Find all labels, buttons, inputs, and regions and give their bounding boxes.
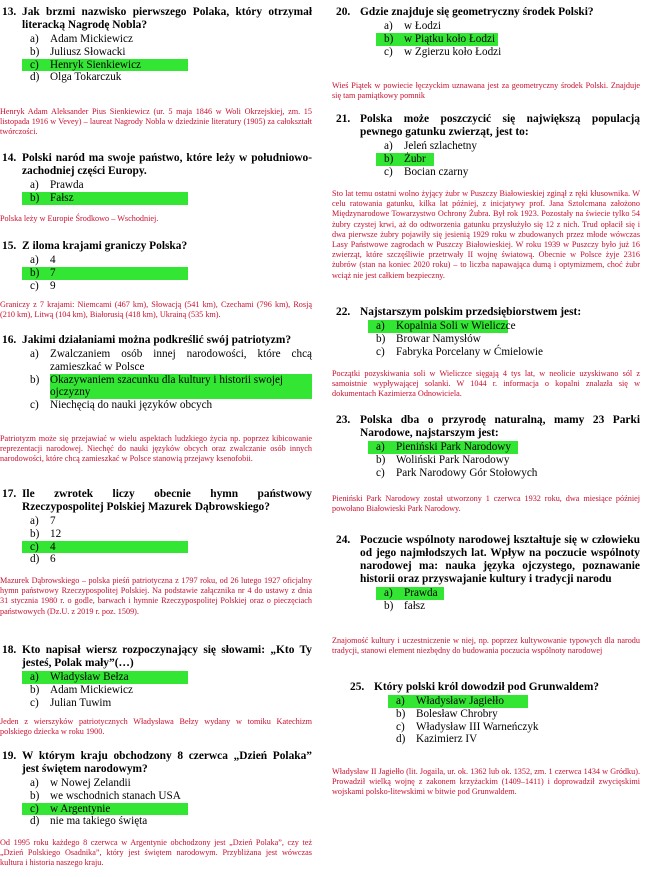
question-15 [0, 240, 312, 292]
option[interactable]: c) Park Narodowy Gór Stołowych [376, 466, 538, 479]
question-number: 13. [2, 6, 17, 18]
question-22 [332, 306, 640, 358]
option[interactable]: a) w Łodzi [384, 20, 441, 32]
option[interactable]: c) Fabryka Porcelany w Ćmielowie [376, 345, 543, 358]
option[interactable]: d) nie ma takiego święta [30, 815, 148, 828]
question-25 [332, 681, 640, 746]
options-list [0, 777, 312, 828]
options-list [332, 695, 640, 746]
option-correct[interactable]: c) Henryk Sienkiewicz [22, 59, 188, 72]
options-list [0, 515, 312, 566]
question-title [0, 6, 312, 32]
option[interactable]: b) Woliński Park Narodowy [376, 453, 510, 466]
option-correct[interactable]: b) Fałsz [22, 192, 188, 205]
question-title: 19. W którym kraju obchodzony 8 czerwca „Dzień Polaka” jest świętem narodowym? [2, 750, 312, 775]
question-16 [0, 334, 312, 412]
question-19 [0, 750, 312, 828]
option[interactable]: d) Kazimierz IV [396, 733, 478, 746]
options-list [332, 320, 640, 358]
answer-note: Jeden z wierszyków patriotycznych Władysława Bełzy wydany w tomiku Katechizm polskiego dziecka w roku 1900. [0, 717, 312, 737]
answer-note: Początki pozyskiwania soli w Wieliczce sięgają 4 tys lat, w neolicie uzyskiwano sól z samoistnie wypływającej solanki. W 1044 r. informacja o kopalni znalazła się w dokumentach Kazimierza Odnowiciela. [332, 369, 640, 399]
question-title: 18. Kto napisał wiersz rozpoczynający się słowami: „Kto Ty jesteś, Polak mały”(…) [2, 644, 312, 669]
option-correct[interactable]: a) Władysław Jagiełło [388, 695, 528, 708]
answer-note: Graniczy z 7 krajami: Niemcami (467 km), Słowacją (541 km), Czechami (796 km), Rosją (210 km), Litwą (104 km), Białorusią (418 km), Ukrainą (535 km). [0, 300, 312, 320]
answer-note: Patriotyzm może się przejawiać w wielu aspektach ludzkiego życia np. poprzez kibicowanie reprezentacji narodowej. Niechęć do nauki języków obcych oraz zwalczanie osób innych narodowości, które chcą zamieszkać w Polsce stanowią przejawy ksenofobii. [0, 434, 312, 464]
option-correct[interactable]: a) Prawda [376, 587, 444, 600]
options-list [0, 254, 312, 292]
question-title: 23. Polska dba o przyrodę naturalną, mamy 23 Parki Narodowe, najstarszym jest: [336, 414, 640, 439]
options-list [332, 587, 640, 613]
question-title: 15. Z iloma krajami graniczy Polska? [2, 240, 188, 252]
option[interactable]: c) Niechęcią do nauki języków obcych [30, 399, 213, 412]
question-title: 24. Poczucie wspólnoty narodowej kształtuje się w człowieku od jego najmłodszych lat. Wpływ na poczucie wspólnoty narodowej ma: nauka języka ojczystego, poznawanie historii oraz przyswajanie kultury i tradycji narodu [336, 534, 640, 585]
option[interactable]: c) w Zgierzu koło Łodzi [384, 45, 502, 58]
question-23 [332, 414, 640, 479]
option[interactable]: a) Prawda [30, 179, 84, 191]
question-title: 20. Gdzie znajduje się geometryczny środek Polski? [336, 6, 594, 18]
question-17 [0, 488, 312, 566]
question-18 [0, 644, 312, 709]
option[interactable]: b) we wschodnich stanach USA [30, 789, 181, 802]
answer-note: Mazurek Dąbrowskiego – polska pieśń patriotyczna z 1797 roku, od 26 lutego 1927 oficjalny hymn państwowy Rzeczypospolitej Polskiej. Na podstawie załącznika nr 4 do ustawy z dnia 31 stycznia 1980 r. o godle, barwach i hymnie Rzeczypospolitej Polskiej oraz o pieczęciach państwowych (Dz.U. z 2019 r. poz. 1509). [0, 576, 312, 616]
question-title: 14. Polski naród ma swoje państwo, które leży w południowo-zachodniej części Europy. [2, 152, 312, 177]
options-list [0, 179, 312, 205]
options-list [332, 20, 640, 58]
question-title: 25. Który polski król dowodził pod Grunwaldem? [350, 681, 599, 693]
option[interactable]: a) 4 [30, 254, 56, 266]
option-correct[interactable]: a) Kopalnia Soli w Wieliczce [368, 320, 508, 333]
question-24 [332, 534, 640, 613]
question-title: 21. Polska może poszczycić się największą populacją pewnego gatunku zwierząt, jest to: [336, 113, 640, 138]
option-correct[interactable]: b) w Piątku koło Łodzi [376, 33, 498, 46]
option[interactable]: c) 9 [30, 279, 56, 292]
option-correct[interactable]: a) Władysław Bełza [22, 671, 188, 684]
option-correct[interactable]: c) w Argentynie [22, 803, 188, 816]
option[interactable]: b) Browar Namysłów [376, 332, 481, 345]
answer-note: Polska leży w Europie Środkowo – Wschodniej. [0, 214, 159, 223]
option[interactable]: c) Bocian czarny [384, 165, 469, 178]
option[interactable]: a) Jeleń szlachetny [384, 140, 477, 152]
question-title: 22. Najstarszym polskim przedsiębiorstwem jest: [336, 306, 582, 318]
question-title: 16. Jakimi działaniami można podkreślić swój patriotyzm? [2, 334, 292, 346]
option[interactable]: d) Olga Tokarczuk [30, 71, 122, 84]
option[interactable]: b) Adam Mickiewicz [30, 683, 133, 696]
answer-note: Pieniński Park Narodowy został utworzony 1 czerwca 1932 roku, dwa miesiące później powołano Białowieski Park Narodowy. [332, 494, 640, 514]
question-13 [0, 6, 312, 84]
options-list [0, 671, 312, 709]
options-list [0, 33, 312, 84]
options-list [332, 441, 640, 479]
answer-note: Sto lat temu ostatni wolno żyjący żubr w Puszczy Białowieskiej zginął z ręki kłusownika. W celu ratowania gatunku, kilka lat później, z inicjatywy prof. Jana Sztolcmana założono Międzynarodowe Towarzystwo Ochrony Żubra. Był rok 1923. Pozostały na świecie tylko 54 żubry czystej krwi, aż do odtworzenia gatunku przysłużyło się 12 z nich. Trud opłacił się i dwa pierwsze żubry pojawiły się jesienią 1929 roku w zbudowanych przez młode wówczas Lasy Państwowe zagrodach w Puszczy Białowieskiej. W roku 1939 w Puszczy było już 16 zwierząt, które szczęśliwie przetrwały II wojnę światową. Obecnie w Polsce żyje 2316 żubrów (stan na koniec 2020 roku) – to liczba napawająca dumą i optymizmem, choć żubr wciąż nie jest całkiem bezpieczny. [332, 189, 640, 280]
option[interactable]: b) Bolesław Chrobry [396, 707, 498, 720]
question-title: 17. Ile zwrotek liczy obecnie hymn państwowy Rzeczypospolitej Polskiej Mazurek Dąbrowskiego? [2, 488, 312, 513]
question-14 [0, 152, 312, 205]
option-correct[interactable]: b) Okazywaniem szacunku dla kultury i historii swojej ojczyzny [0, 374, 312, 400]
question-21 [332, 113, 640, 178]
option-correct[interactable]: a) Pieniński Park Narodowy [368, 441, 518, 454]
option-correct[interactable]: b) Żubr [376, 153, 434, 166]
option-correct[interactable]: c) 4 [22, 541, 188, 554]
option[interactable]: b) fałsz [384, 599, 426, 612]
answer-note: Władysław II Jagiełło (lit. Jogaila, ur. ok. 1362 lub ok. 1352, zm. 1 czerwca 1434 w Gródku). Prowadził wielką wojnę z zakonem krzyżackim (1409–1411) i doprowadził zwycięskimi wojskami polsko-litewskimi w bitwie pod Grunwaldem. [332, 767, 640, 797]
option[interactable]: a) w Nowej Zelandii [30, 777, 131, 789]
question-20 [332, 6, 640, 58]
options-list [332, 140, 640, 178]
options-list [0, 348, 312, 412]
option-correct[interactable]: b) 7 [22, 267, 188, 280]
question-text: Jak brzmi nazwisko pierwszego Polaka, który otrzymał literacką Nagrodę Nobla? [22, 6, 312, 31]
answer-note: Znajomość kultury i uczestniczenie w niej, np. poprzez kultywowanie typowych dla narodu tradycji, stanowi element niezbędny do budowania poczucia wspólnoty narodowej [332, 636, 640, 656]
option[interactable]: a) Adam Mickiewicz [30, 33, 133, 45]
option[interactable]: b) 12 [30, 527, 62, 540]
option[interactable]: a) Zwalczaniem osób innej narodowości, które chcą zamieszkać w Polsce [30, 348, 312, 373]
option[interactable]: b) Juliusz Słowacki [30, 45, 126, 58]
option[interactable]: c) Władysław III Warneńczyk [396, 720, 539, 733]
option[interactable]: a) 7 [30, 515, 56, 527]
answer-note: Od 1995 roku każdego 8 czerwca w Argentynie obchodzony jest „Dzień Polaka”, czy też „Dzień Polskiego Osadnika”, który jest świętem narodowym. Przybliżana jest wówczas kultura i historia naszego kraju. [0, 838, 312, 868]
option[interactable]: c) Julian Tuwim [30, 696, 112, 709]
option[interactable]: d) 6 [30, 553, 56, 566]
answer-note: Wieś Piątek w powiecie łęczyckim uznawana jest za geometryczny środek Polski. Znajduje się tam pamiątkowy pomnik [332, 81, 640, 101]
answer-note: Henryk Adam Aleksander Pius Sienkiewicz (ur. 5 maja 1846 w Woli Okrzejskiej, zm. 15 listopada 1916 w Vevey) – laureat Nagrody Nobla w dziedzinie literatury (1905) za całokształt twórczości. [0, 107, 312, 137]
